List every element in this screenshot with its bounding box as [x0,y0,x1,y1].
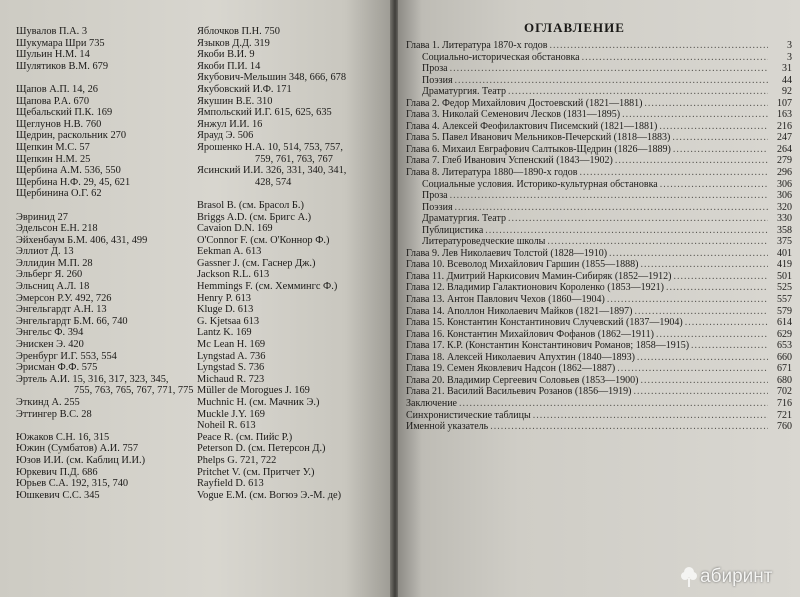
contents-row [406,386,792,398]
contents-page-number: 163 [777,109,792,121]
index-entry: 759, 761, 763, 767 [255,153,333,165]
index-entry: Якубович-Мельшин 348, 666, 678 [197,72,347,84]
contents-page-number: 501 [777,270,792,282]
index-entry: Эллидин М.П. 28 [16,257,93,269]
contents-entry-title: Литературоведческие школы [422,236,546,248]
contents-page-number: 702 [777,386,792,398]
page-title: ОГЛАВЛЕНИЕ [524,20,625,35]
contents-row [406,202,792,214]
index-entry: Языков Д.Д. 319 [197,37,270,49]
contents-leader-dots [485,225,768,237]
contents-row [406,40,792,52]
index-entry: Южаков С.Н. 16, 315 [16,431,110,443]
contents-entry-title: Драматургия. Театр [422,86,506,98]
index-entry: Peace R. (см. Пийс Р.) [197,431,293,443]
contents-row [406,63,792,75]
contents-page-number: 660 [777,351,792,363]
contents-entry-title: Глава 8. Литература 1880—1890-х годов [406,167,578,179]
index-entry: Шукумара Шри 735 [16,37,105,49]
contents-page-number: 557 [777,294,792,306]
contents-leader-dots [450,190,768,202]
contents-row [406,306,792,318]
index-entry: Шульин Н.М. 14 [16,49,90,61]
contents-row [406,121,792,133]
index-page [0,0,392,597]
contents-row [406,179,792,191]
contents-page-number: 44 [782,74,792,86]
index-entry: Янжул И.И. 16 [197,118,263,130]
contents-leader-dots [656,329,768,341]
contents-page-number: 3 [787,40,792,51]
contents-page-number: 264 [777,143,792,155]
contents-leader-dots [666,282,768,294]
contents-entry-title: Драматургия. Театр [422,213,506,225]
index-entry: Müller de Morogues J. 169 [197,385,310,397]
contents-leader-dots [634,306,768,318]
contents-row [406,340,792,352]
index-entry: Эренбург И.Г. 553, 554 [16,350,117,362]
contents-entry-title: Глава 18. Алексей Николаевич Апухтин (1840—1893) [406,351,635,363]
contents-page-number: 680 [777,374,792,386]
watermark-text: абиринт [700,566,773,587]
contents-entry-title: Глава 17. К.Р. (Константин Константинович Романов; 1858—1915) [406,340,690,352]
index-entry: Noheil R. 613 [197,420,256,432]
contents-row [406,329,792,341]
contents-entry-title: Глава 19. Семен Яковлевич Надсон (1862—1887) [406,363,616,375]
contents-row [406,352,792,364]
contents-entry-title: Глава 20. Владимир Сергеевич Соловьев (1853—1900) [406,374,639,386]
index-group-gap [16,420,196,432]
contents-row [406,271,792,283]
index-entry: Vogue E.M. (см. Вогюэ Э.-М. де) [197,489,342,501]
contents-entry-title: Глава 6. Михаил Евграфович Салтыков-Щедрин (1826—1889) [406,143,671,155]
index-entry: G. Kjetsaa 613 [197,315,260,327]
contents-entry-title: Заключение [406,397,457,409]
index-entry: Щербина А.М. 536, 550 [16,165,121,177]
contents-entry-title: Глава 16. Константин Михайлович Фофанов (1862—1911) [406,328,654,340]
contents-row [406,363,792,375]
contents-entry-title: Проза [422,63,448,75]
index-entry: Henry P. 613 [197,292,251,304]
index-entry: Южин (Сумбатов) А.И. 757 [16,443,139,455]
index-entry: Эвринид 27 [16,211,68,223]
index-entry: Lyngstad S. 736 [197,362,265,374]
contents-entry-title: Глава 7. Глеб Иванович Успенский (1843—1902) [406,155,613,167]
index-entry: Якушин В.Е. 310 [197,95,273,107]
index-entry: Ярауд Э. 506 [197,130,254,142]
contents-row [406,248,792,260]
index-entry: 428, 574 [255,176,292,188]
contents-entry-title: Глава 1. Литература 1870-х годов [406,40,548,51]
contents-leader-dots [455,75,768,87]
index-entry: Щепкин М.С. 57 [16,141,90,153]
contents-leader-dots [685,317,768,329]
index-entry: Щапова Р.А. 670 [16,95,90,107]
contents-page-number: 358 [777,224,792,236]
contents-page-number: 92 [782,86,792,98]
contents-entry-title: Социально-историческая обстановка [422,51,580,63]
index-entry: Щербинина О.Г. 62 [16,188,102,200]
contents-entry-title: Глава 5. Павел Иванович Мельников-Печерский (1818—1883) [406,132,671,144]
contents-leader-dots [533,410,768,422]
contents-entry-title: Именной указатель [406,421,489,433]
contents-entry-title: Публицистика [422,224,484,236]
index-entry: Энискен Э. 420 [16,339,84,351]
index-entry: Eekman A. 613 [197,246,262,258]
contents-entry-title: Глава 21. Василий Васильевич Розанов (1856—1919) [406,386,632,398]
index-entry: Эртель А.И. 15, 316, 317, 323, 345, [16,373,169,385]
index-entry: Щербина Н.Ф. 29, 45, 621 [16,176,131,188]
contents-row [406,236,792,248]
contents-entry-title: Глава 4. Алексей Феофилактович Писемский (1821—1881) [406,120,658,132]
index-entry: Phelps G. 721, 722 [197,454,277,466]
contents-leader-dots [672,132,768,144]
index-entry: Peterson D. (см. Петерсон Д.) [197,443,326,455]
contents-page-number: 320 [777,201,792,213]
index-entry: Pritchet V. (см. Притчет У.) [197,466,315,478]
index-entry: Шувалов П.А. 3 [16,26,88,37]
contents-page-number: 653 [777,340,792,352]
contents-row [406,132,792,144]
index-entry: Ярошенко Н.А. 10, 514, 753, 757, [197,141,343,153]
contents-leader-dots [617,363,768,375]
contents-row [406,98,792,110]
contents-leader-dots [691,340,768,352]
contents-entry-title: Глава 2. Федор Михайлович Достоевский (1821—1881) [406,97,643,109]
contents-row [406,190,792,202]
contents-page-number: 279 [777,155,792,167]
watermark [680,566,772,588]
contents-leader-dots [615,155,768,167]
contents-list [406,40,792,433]
contents-row [406,259,792,271]
index-entry: Briggs A.D. (см. Бригс А.) [197,211,312,223]
index-group-gap [197,188,387,200]
contents-row [406,398,792,410]
index-entry: Якубовский И.Ф. 171 [197,83,292,95]
contents-page-number: 716 [777,397,792,409]
contents-page-number: 216 [777,120,792,132]
contents-row [406,144,792,156]
index-entry: Lyngstad A. 736 [197,350,266,362]
contents-entry-title: Глава 9. Лев Николаевич Толстой (1828—1910) [406,247,608,259]
contents-leader-dots [459,398,768,410]
contents-leader-dots [644,98,768,110]
index-entry: Эйхенбаум Б.М. 406, 431, 499 [16,234,148,246]
contents-page-number: 306 [777,178,792,190]
index-entry: Mc Lean H. 169 [197,339,266,351]
index-entry: Lantz K. 169 [197,327,252,339]
contents-leader-dots [637,352,768,364]
contents-row [406,282,792,294]
contents-leader-dots [659,121,768,133]
tree-logo-icon [680,566,698,588]
index-column-left [16,26,196,501]
contents-leader-dots [674,271,769,283]
contents-leader-dots [582,52,768,64]
contents-page-number: 3 [787,51,792,63]
index-entry: 755, 763, 765, 767, 771, 775 [74,385,194,397]
index-entry: Энгельгардт Б.М. 66, 740 [16,315,128,327]
index-entry: Юркевич П.Д. 686 [16,466,98,478]
index-entry: Шулятиков В.М. 679 [16,60,109,72]
contents-page-number: 401 [777,247,792,259]
contents-row [406,75,792,87]
index-entry: Щепкин Н.М. 25 [16,153,91,165]
contents-entry-title: Проза [422,190,448,202]
contents-row [406,317,792,329]
contents-page-number: 247 [777,132,792,144]
contents-page-number: 31 [782,63,792,75]
index-entry: Эмерсон Р.У. 492, 726 [16,292,112,304]
index-entry: Эттингер В.С. 28 [16,408,92,420]
contents-page-number: 721 [777,409,792,421]
index-entry: Юшкевич С.С. 345 [16,489,100,501]
index-group-gap [16,72,196,84]
contents-leader-dots [490,421,768,433]
index-entry: Щебальский П.К. 169 [16,107,113,119]
index-entry: Щеглунов Н.В. 760 [16,118,102,130]
contents-leader-dots [641,259,769,271]
contents-leader-dots [550,40,769,52]
index-entry: Юрьев С.А. 192, 315, 740 [16,478,129,490]
contents-page-number: 760 [777,421,792,433]
contents-leader-dots [455,202,768,214]
index-entry: Gassner J. (см. Гаснер Дж.) [197,257,316,269]
index-entry: Cavaion D.N. 169 [197,223,273,235]
index-entry: Kluge D. 613 [197,304,254,316]
contents-entry-title: Социальные условия. Историко-культурная обстановка [422,178,658,190]
contents-row [406,155,792,167]
index-entry: Эльсниц А.Л. 18 [16,281,90,293]
contents-row [406,294,792,306]
contents-row [406,109,792,121]
index-entry: Ясинский И.И. 326, 331, 340, 341, [197,165,347,177]
contents-row [406,167,792,179]
index-column-right [197,26,387,501]
contents-page-number: 107 [777,97,792,109]
index-entry: Эрисман Ф.Ф. 575 [16,362,98,374]
index-entry: Эллиот Д. 13 [16,246,74,258]
contents-leader-dots [580,167,769,179]
contents-page-number: 330 [777,213,792,225]
contents-row [406,375,792,387]
index-entry: Щедрин, раскольник 270 [16,130,127,142]
contents-entry-title: Глава 14. Аполлон Николаевич Майков (1821—1897) [406,305,633,317]
contents-page-number: 671 [777,363,792,375]
index-entry: Muchnic H. (см. Мачник Э.) [197,397,320,408]
contents-page-number: 614 [777,317,792,329]
index-entry: Эльберг Я. 260 [16,269,83,281]
contents-entry-title: Глава 15. Константин Константинович Случевский (1837—1904) [406,317,683,329]
index-entry: Эткинд А. 255 [16,397,80,408]
index-entry: Hemmings F. (см. Хеммингс Ф.) [197,281,338,293]
contents-entry-title: Глава 13. Антон Павлович Чехов (1860—1904) [406,294,605,306]
contents-page-number: 629 [777,328,792,340]
contents-page-number: 375 [777,236,792,248]
contents-entry-title: Глава 10. Всеволод Михайлович Гаршин (1855—1888) [406,259,639,271]
index-entry: Ямпольский И.Г. 615, 625, 635 [197,107,332,119]
contents-leader-dots [660,179,768,191]
contents-leader-dots [547,236,768,248]
index-entry: Rayfield D. 613 [197,478,264,490]
contents-leader-dots [450,63,768,75]
index-entry: Энгельс Ф. 394 [16,327,84,339]
index-entry: Энгельгардт А.Н. 13 [16,304,107,316]
index-entry: Якоби В.И. 9 [197,49,255,61]
contents-row [406,410,792,422]
contents-leader-dots [641,375,768,387]
contents-leader-dots [508,86,768,98]
contents-row [406,86,792,98]
contents-row [406,225,792,237]
index-entry: Michaud R. 723 [197,373,265,385]
contents-leader-dots [673,144,768,156]
index-entry: Юзов И.И. (см. Каблиц И.И.) [16,454,146,466]
contents-page-number: 525 [777,282,792,294]
contents-entry-title: Поэзия [422,74,453,86]
index-entry: Jackson R.L. 613 [197,269,270,281]
contents-leader-dots [607,294,768,306]
contents-leader-dots [622,109,768,121]
contents-entry-title: Глава 11. Дмитрий Наркисович Мамин-Сибиряк (1852—1912) [406,270,672,282]
index-entry: Эдельсон Е.Н. 218 [16,223,98,235]
contents-leader-dots [508,213,768,225]
index-entry: Яблочков П.Н. 750 [197,26,280,37]
contents-entry-title: Синхронистические таблицы [406,409,531,421]
index-entry: Якоби П.И. 14 [197,60,261,72]
index-entry: O'Connor F. (см. О'Коннор Ф.) [197,234,330,246]
contents-entry-title: Глава 3. Николай Семенович Лесков (1831—1895) [406,109,621,121]
index-entry: Brasol B. (см. Брасол Б.) [197,199,304,211]
contents-entry-title: Поэзия [422,201,453,213]
index-entry: Щапов А.П. 14, 26 [16,83,98,95]
contents-leader-dots [609,248,768,260]
contents-page-number: 306 [777,190,792,202]
index-group-gap [16,200,196,212]
contents-page-number: 419 [777,259,792,271]
contents-leader-dots [634,386,768,398]
index-entry: Muckle J.Y. 169 [197,408,265,420]
contents-row [406,213,792,225]
contents-page-number: 296 [777,167,792,179]
contents-row [406,52,792,64]
contents-page-number: 579 [777,305,792,317]
contents-entry-title: Глава 12. Владимир Галактионович Короленко (1853—1921) [406,282,664,294]
contents-row [406,421,792,433]
